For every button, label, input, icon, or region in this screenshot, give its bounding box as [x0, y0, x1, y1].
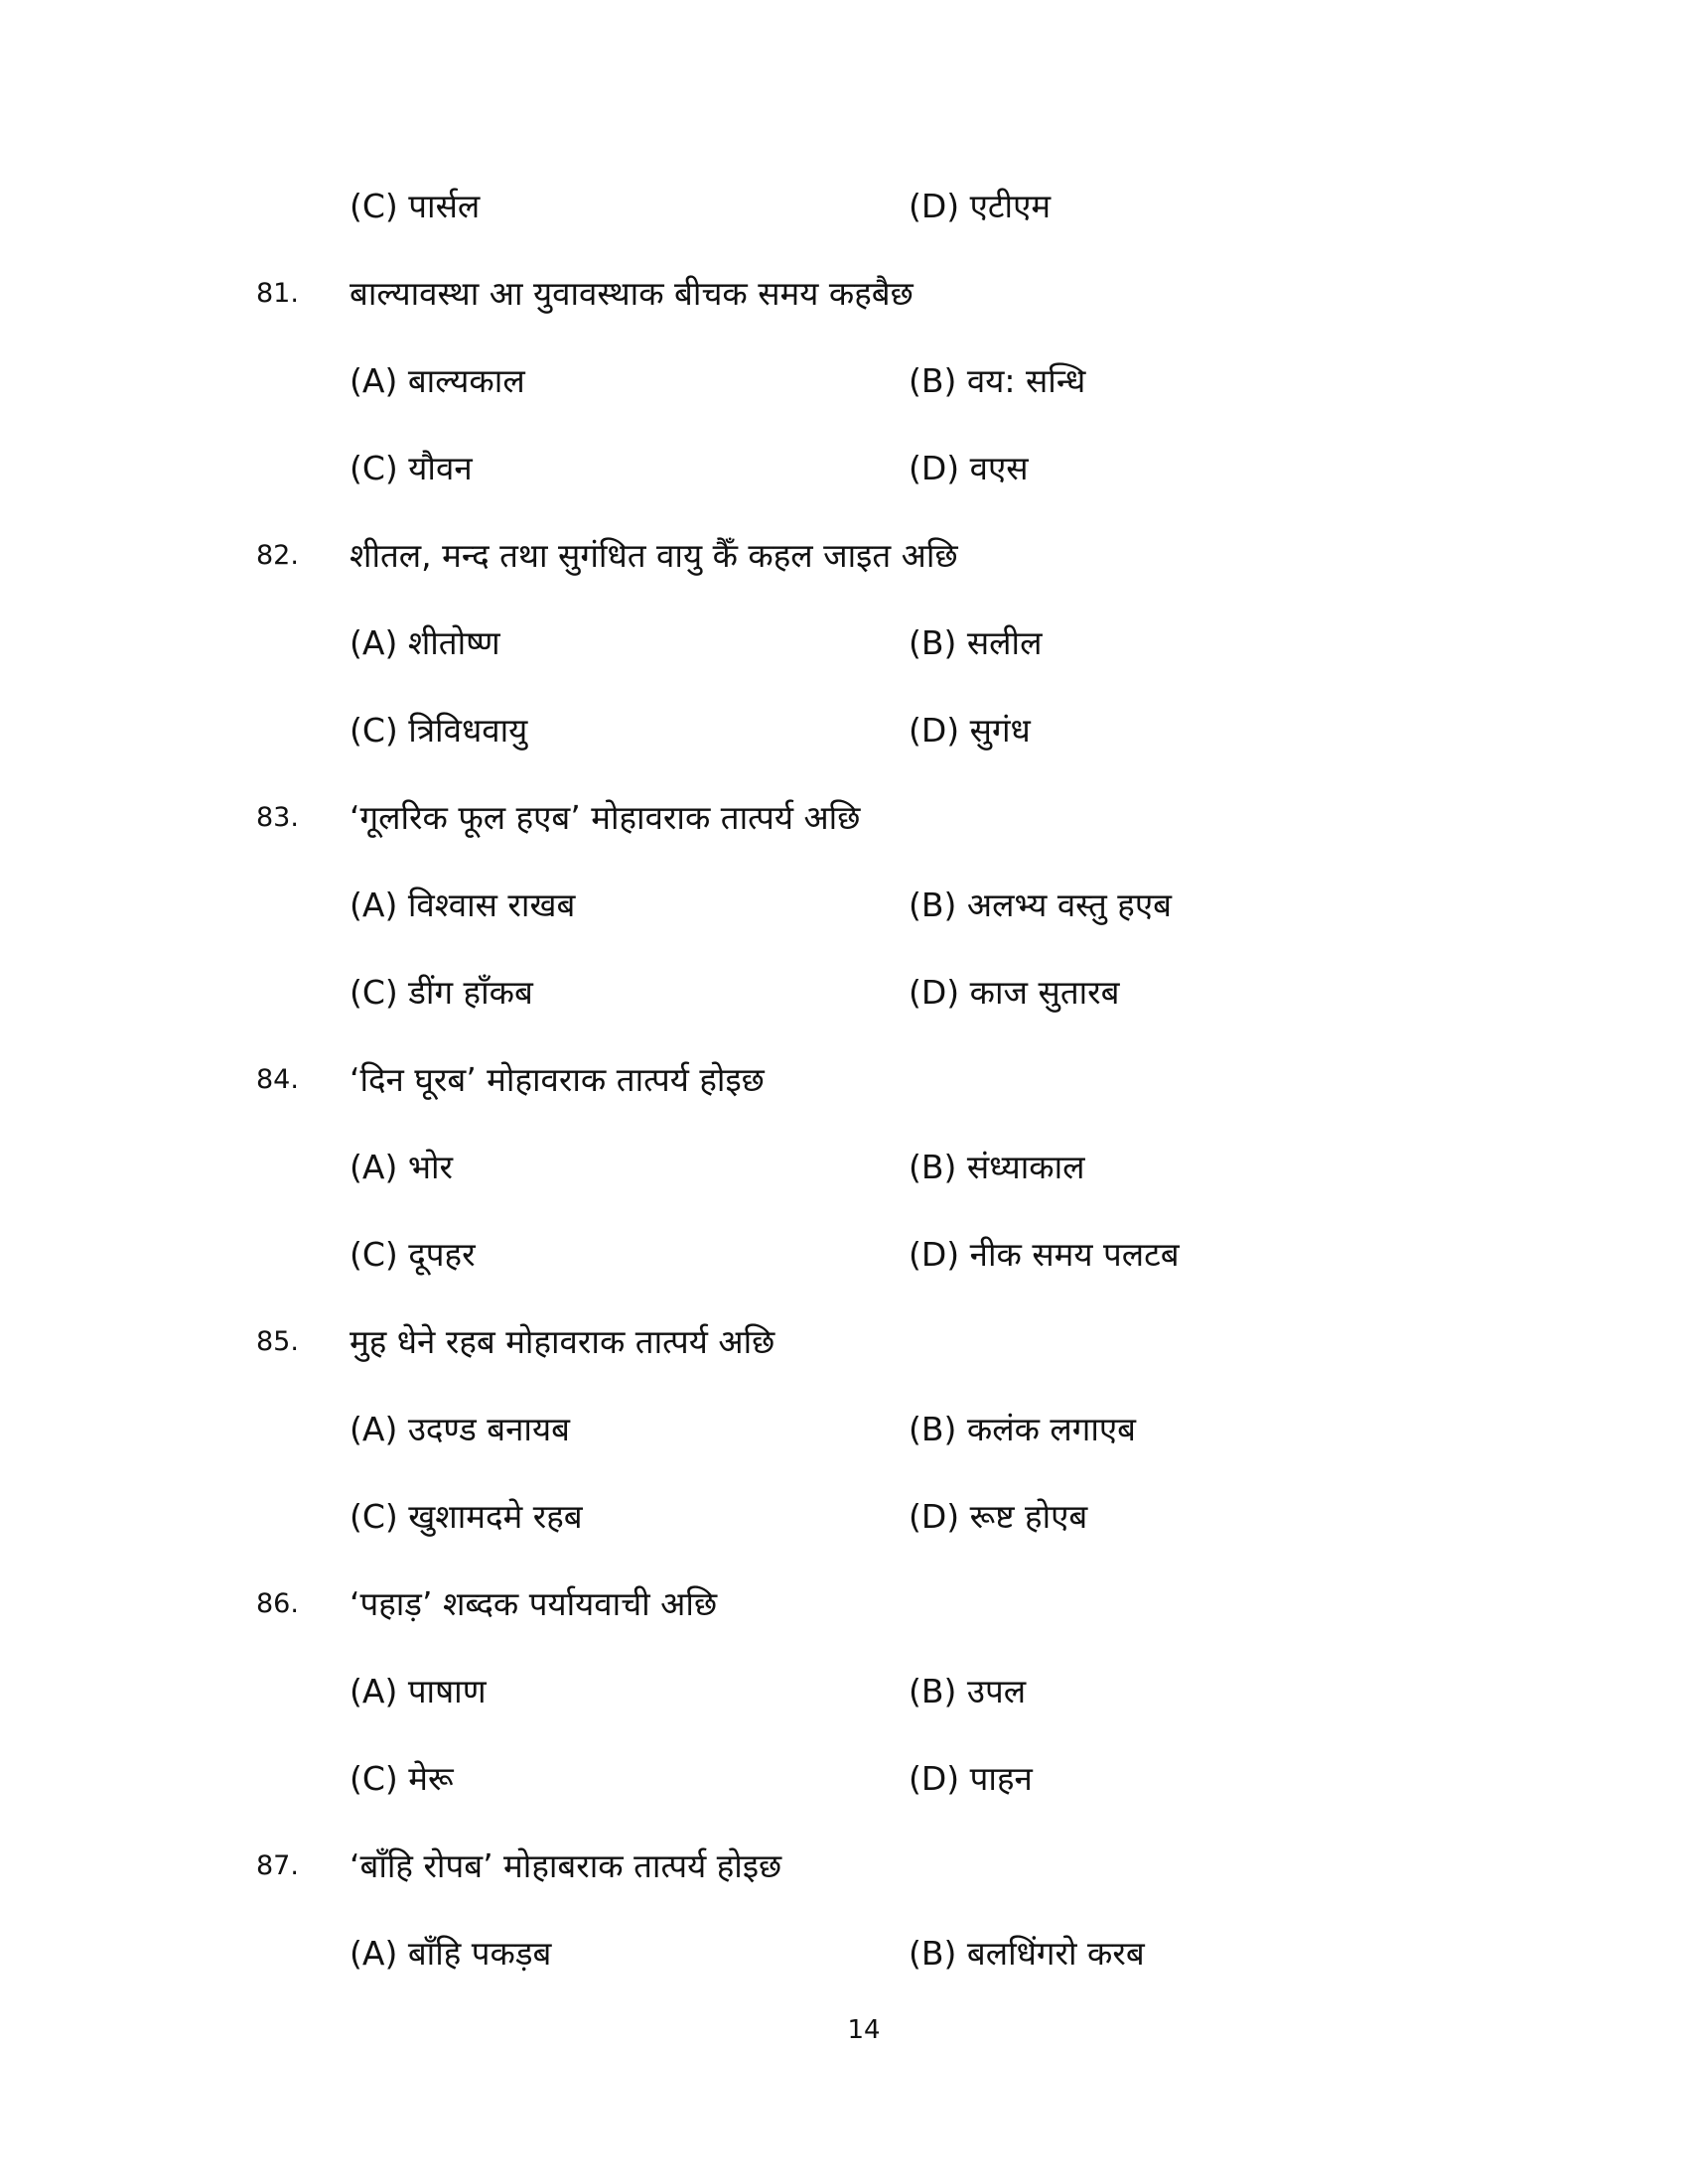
option-a: (A) पाषाण: [350, 1672, 487, 1710]
question-text: ‘बाँहि रोपब’ मोहाबराक तात्पर्य होइछ: [350, 1846, 782, 1885]
option-d: (D) एटीएम: [909, 187, 1052, 225]
question-text: ‘पहाड़’ शब्दक पर्यायवाची अछि: [350, 1584, 718, 1623]
option-b: (B) संध्याकाल: [909, 1148, 1085, 1186]
question-text: ‘दिन घूरब’ मोहावराक तात्पर्य होइछ: [350, 1060, 765, 1099]
option-a: (A) बाँहि पकड़ब: [350, 1934, 552, 1973]
page-number: 14: [847, 2015, 881, 2045]
question-number: 83.: [256, 802, 299, 833]
option-a: (A) शीतोष्ण: [350, 623, 500, 662]
option-c: (C) डींग हाँकब: [350, 973, 533, 1012]
option-b: (B) उपल: [909, 1672, 1027, 1710]
option-a: (A) उदण्ड बनायब: [350, 1410, 570, 1448]
question-number: 85.: [256, 1326, 299, 1357]
option-b: (B) अलभ्य वस्तु हएब: [909, 886, 1172, 924]
option-d: (D) पाहन: [909, 1759, 1033, 1798]
question-text: मुह धेने रहब मोहावराक तात्पर्य अछि: [350, 1322, 775, 1361]
option-b: (B) बलधिंगरो करब: [909, 1934, 1145, 1973]
question-text: शीतल, मन्द तथा सुगंधित वायु कैँ कहल जाइत अछि: [350, 536, 958, 575]
option-c: (C) मेरू: [350, 1759, 454, 1798]
option-a: (A) भोर: [350, 1148, 454, 1186]
option-d: (D) काज सुतारब: [909, 973, 1120, 1012]
question-number: 82.: [256, 540, 299, 571]
option-d: (D) सुगंध: [909, 711, 1031, 750]
option-d: (D) वएस: [909, 449, 1029, 487]
option-a: (A) विश्वास राखब: [350, 886, 576, 924]
option-c: (C) पार्सल: [350, 187, 481, 225]
option-d: (D) नीक समय पलटब: [909, 1235, 1180, 1274]
question-number: 84.: [256, 1064, 299, 1095]
option-d: (D) रूष्ट होएब: [909, 1497, 1088, 1536]
option-c: (C) यौवन: [350, 449, 473, 487]
option-b: (B) कलंक लगाएब: [909, 1410, 1137, 1448]
question-number: 86.: [256, 1588, 299, 1619]
question-number: 81.: [256, 278, 299, 309]
option-c: (C) दूपहर: [350, 1235, 476, 1274]
option-a: (A) बाल्यकाल: [350, 361, 525, 400]
option-c: (C) त्रिविधवायु: [350, 711, 528, 750]
option-b: (B) वय: सन्धि: [909, 361, 1086, 400]
option-c: (C) खुशामदमे रहब: [350, 1497, 583, 1536]
question-text: बाल्यावस्था आ युवावस्थाक बीचक समय कहबैछ: [350, 274, 914, 313]
question-number: 87.: [256, 1850, 299, 1881]
question-text: ‘गूलरिक फूल हएब’ मोहावराक तात्पर्य अछि: [350, 798, 861, 837]
option-b: (B) सलील: [909, 623, 1043, 662]
